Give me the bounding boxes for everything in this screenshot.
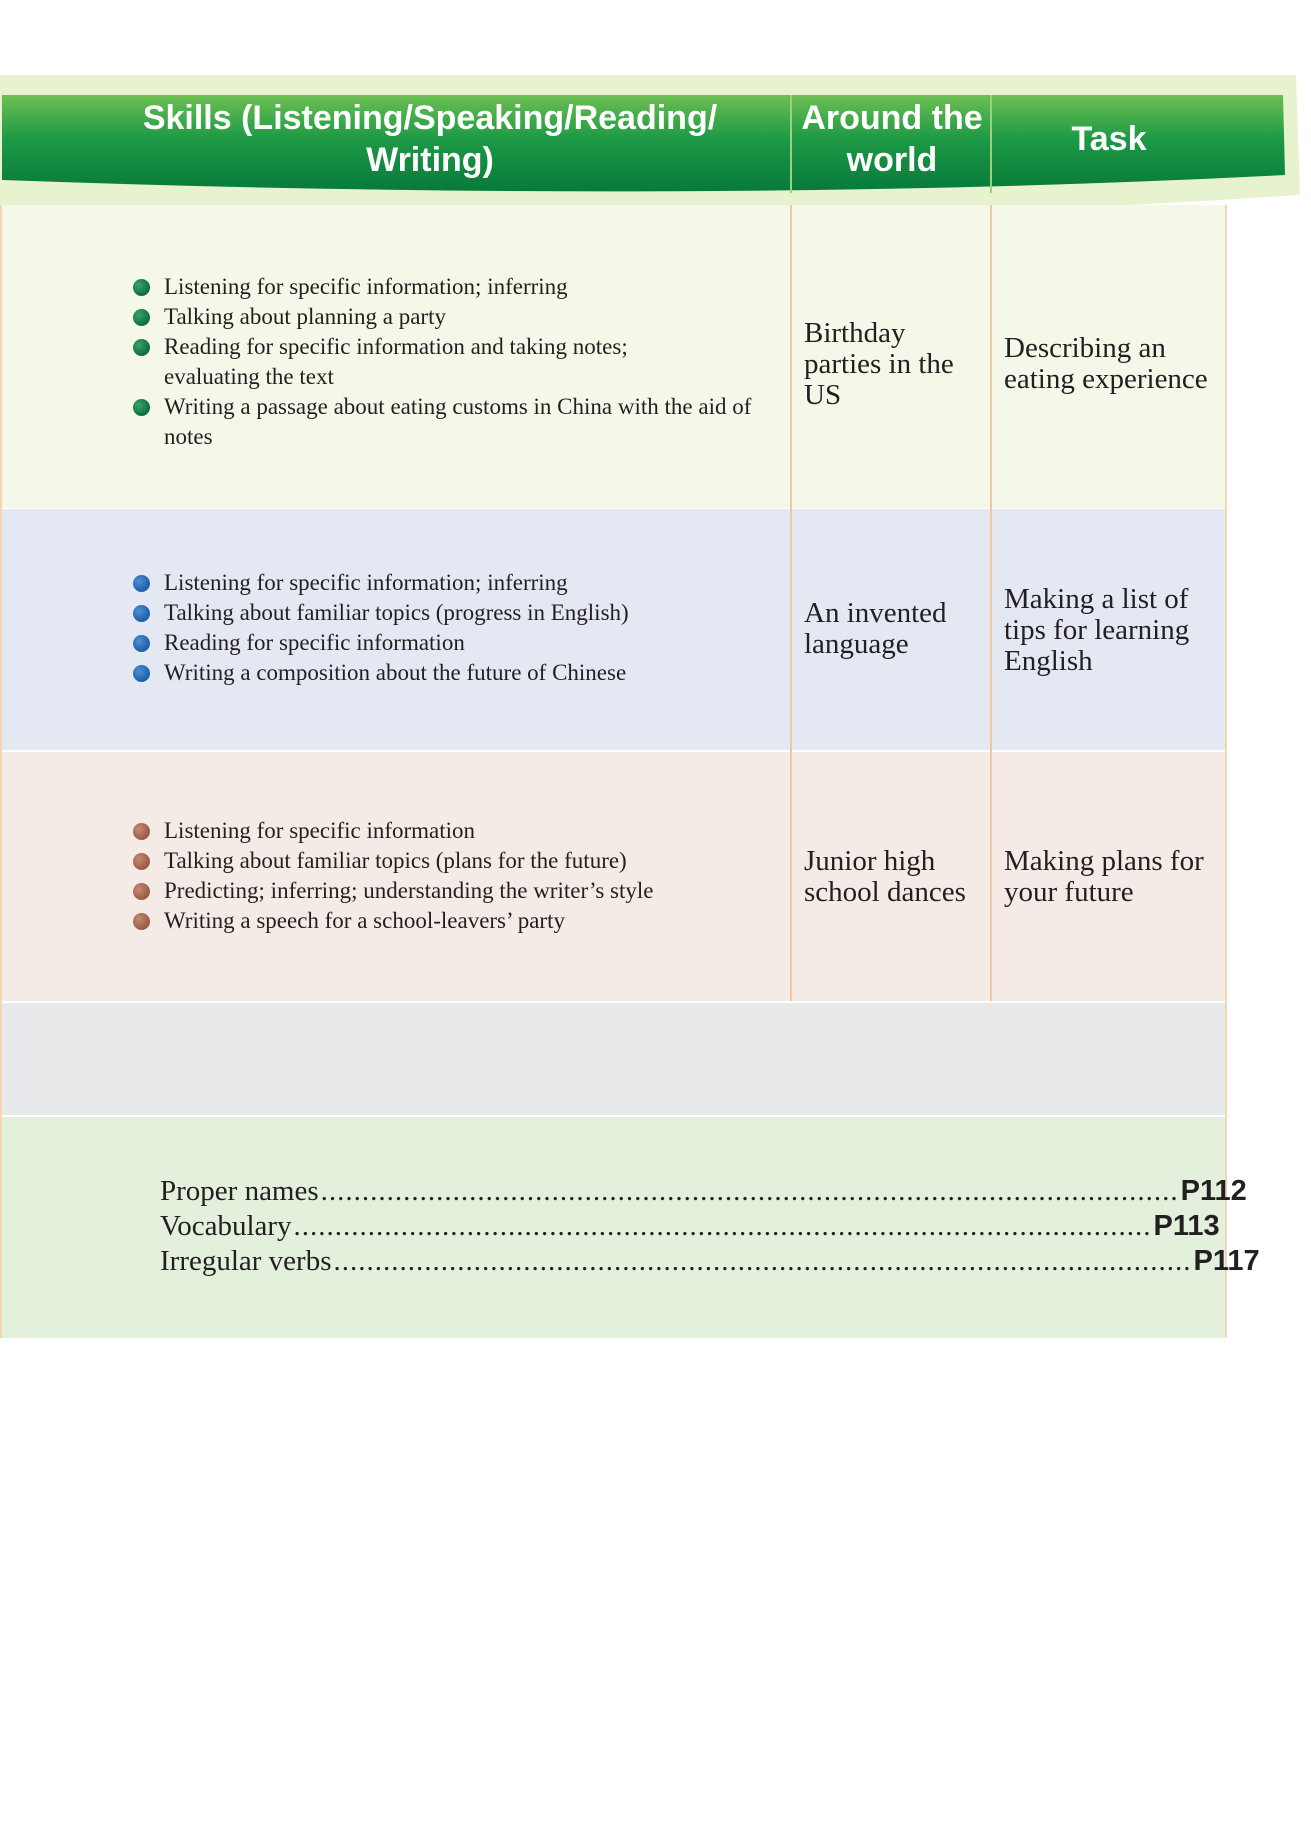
appendix-index xyxy=(160,1175,1260,1280)
bullet-icon xyxy=(133,309,150,326)
bullet-icon xyxy=(133,883,150,900)
bullet-icon xyxy=(133,635,150,652)
bullet-icon xyxy=(133,605,150,622)
column-divider xyxy=(790,205,792,1001)
unit-3-task: Making plans for your future xyxy=(1004,845,1204,908)
list-item: Predicting; inferring; understanding the writer’s style xyxy=(132,876,782,906)
dot-leader: ........................................................................................................ xyxy=(320,1175,1179,1207)
index-page: P113 xyxy=(1153,1210,1220,1242)
list-item: Listening for specific information; inferring xyxy=(132,568,782,598)
list-item: Listening for specific information xyxy=(132,816,782,846)
list-item: Reading for specific information xyxy=(132,628,782,658)
index-page: P117 xyxy=(1193,1245,1260,1277)
unit-1-task: Describing an eating experience xyxy=(1004,332,1208,395)
empty-row xyxy=(0,1003,1227,1115)
bullet-icon xyxy=(133,279,150,296)
bullet-icon xyxy=(133,665,150,682)
list-item: Talking about familiar topics (progress in English) xyxy=(132,598,782,628)
list-item: Writing a speech for a school-leavers’ party xyxy=(132,906,782,936)
list-item: Reading for specific information and taking notes; evaluating the text xyxy=(132,332,694,392)
bullet-icon xyxy=(133,823,150,840)
bullet-icon xyxy=(133,575,150,592)
unit-3-around-the-world: Junior high school dances xyxy=(804,845,966,908)
bullet-icon xyxy=(133,853,150,870)
list-item: Talking about familiar topics (plans for the future) xyxy=(132,846,782,876)
unit-1-skills xyxy=(132,272,782,452)
index-label: Vocabulary xyxy=(160,1210,292,1242)
list-item: Writing a composition about the future of Chinese xyxy=(132,658,782,688)
index-page: P112 xyxy=(1180,1175,1247,1207)
index-entry[interactable] xyxy=(160,1210,1220,1245)
index-label: Proper names xyxy=(160,1175,319,1207)
bullet-icon xyxy=(133,339,150,356)
list-item: Writing a passage about eating customs in China with the aid of notes xyxy=(132,392,782,452)
table-right-edge xyxy=(1225,205,1227,1338)
index-entry[interactable] xyxy=(160,1175,1247,1210)
column-divider xyxy=(990,205,992,1001)
index-label: Irregular verbs xyxy=(160,1245,332,1277)
list-item: Listening for specific information; inferring xyxy=(132,272,782,302)
list-item: Talking about planning a party xyxy=(132,302,782,332)
dot-leader: ........................................................................................................ xyxy=(333,1245,1192,1277)
header-task: Task xyxy=(1071,120,1147,158)
header-around-the-world: Around the world xyxy=(801,99,983,179)
dot-leader: ........................................................................................................ xyxy=(293,1210,1152,1242)
unit-3-skills xyxy=(132,816,782,936)
header-skills: Skills (Listening/Speaking/Reading/ Writing) xyxy=(142,99,718,179)
bullet-icon xyxy=(133,399,150,416)
unit-2-around-the-world: An invented language xyxy=(804,597,947,660)
bullet-icon xyxy=(133,913,150,930)
unit-1-around-the-world: Birthday parties in the US xyxy=(804,317,954,411)
unit-2-task: Making a list of tips for learning English xyxy=(1004,583,1190,677)
index-entry[interactable] xyxy=(160,1245,1260,1280)
unit-2-skills xyxy=(132,568,782,688)
table-left-edge xyxy=(0,205,2,1338)
